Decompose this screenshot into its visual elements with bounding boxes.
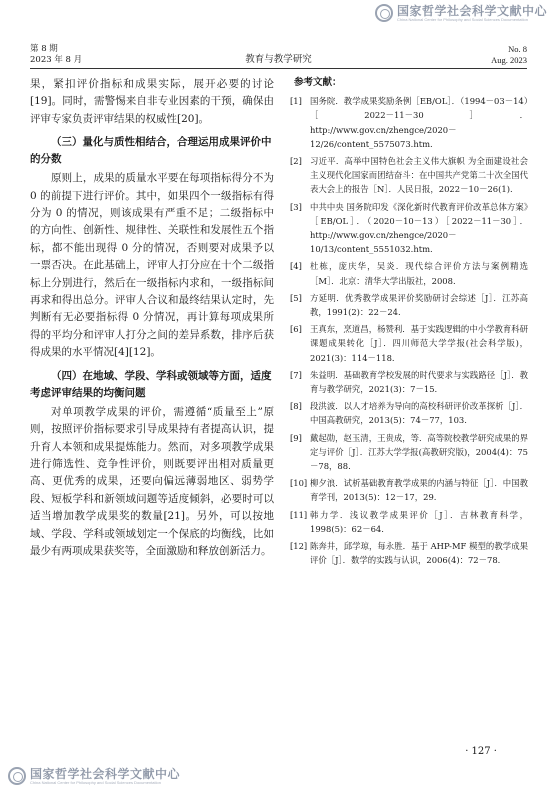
watermark-subtitle: China National Center for Philosophy and Social Sciences Documentation — [30, 779, 161, 785]
reference-number: [1] — [290, 96, 302, 107]
reference-number: [2] — [290, 156, 302, 167]
reference-item — [290, 476, 528, 504]
watermark-title: 国家哲学社会科学文献中心 — [30, 766, 181, 781]
reference-text: 王真东，烹道昌，杨赞利．基于实践逻辑的中小学教育科研课题成果转化［J］．四川师范大学学报(社会科学版)，2021(3)：114－118. — [310, 324, 528, 363]
reference-text: 杜栋，庞庆华，吴炎．现代综合评价方法与案例精选［M］．北京：清华大学出版社，2008. — [310, 261, 528, 286]
reference-text: 陈奔井，邱学琼，每永胜．基于 AHP-MF 模型的教学成果评价［J］．数学的实践与认识，2006(4)：72－78. — [310, 541, 528, 566]
watermark-title: 国家哲学社会科学文献中心 — [396, 3, 547, 18]
reference-item — [290, 322, 528, 365]
paragraph: 果，紧扣评价指标和成果实际，展开必要的讨论[19]。同时，需警惕来自非专业因素的干预，确保由评审专家负责评审结果的权威性[20]。 — [30, 78, 274, 125]
reference-text: 段洪波．以人才培养为导向的高校科研评价改革探析［J］．中国高教研究，2013(5)：74－77，103. — [310, 401, 528, 426]
ncpssd-logo-icon — [8, 767, 26, 785]
reference-item — [290, 539, 528, 567]
reference-text: 韩力学．浅议教学成果评价［J］．吉林教育科学，1998(5)：62－64. — [310, 509, 528, 534]
date-en: Aug. 2023 — [491, 55, 527, 65]
references-title: 参考文献： — [294, 77, 342, 88]
reference-item — [290, 94, 528, 151]
reference-number: [10] — [290, 478, 308, 489]
reference-text: 中共中央 国务院印发《深化新时代教育评价改革总体方案》［EB/OL］．（2020－10－13）［2022－11－30］．http://www.gov.cn/zhengce/2020－10/13/content_5551032.htm. — [310, 201, 528, 255]
issue-cn: 第 8 期 — [30, 44, 58, 54]
reference-text: 国务院．教学成果奖励条例［EB/OL］．（1994－03－14）［2022－11－30］．http://www.gov.cn/zhengce/2020－12/26/content_5575073.htm. — [310, 96, 528, 149]
reference-text: 戴起勋，赵玉清，王贵成，等．高等院校教学研究成果的界定与评价［J］．江苏大学学报(高教研究版)，2004(4)：75－78，88. — [310, 432, 528, 472]
reference-number: [7] — [290, 369, 302, 380]
reference-number: [11] — [290, 509, 308, 520]
reference-number: [9] — [290, 432, 302, 443]
section-heading: （三）量化与质性相结合，合理运用成果评价中的分数 — [30, 136, 272, 166]
ncpssd-logo-icon — [375, 4, 393, 22]
journal-title: 教育与教学研究 — [245, 54, 312, 65]
issue-en: No. 8 — [508, 44, 527, 54]
watermark-footer — [8, 767, 180, 785]
running-header — [30, 44, 527, 69]
reference-number: [8] — [290, 401, 302, 412]
section-heading: （四）在地域、学段、学科或领域等方面，适度考虑评审结果的均衡问题 — [30, 369, 272, 399]
reference-number: [6] — [290, 324, 302, 335]
paragraph: 原则上，成果的质量水平要在每项指标得分不为 0 的前提下进行评价。其中，如果四个一级指标有得分为 0 的情况，则该成果有严重不足；二级指标中的方向性、创新性、规律性、关联性和发展性五个指标，都不能出现得 0 分的情况，否则要对成果予以一票否决。在此基础上，评审人打分应在十个二级指标上分别进行，然后在一级指标内求和，一级指标间再求和得出总分。评审人合议和最终结果认定时，先判断有无必要指标得 0 分情况，再计算每项成果所得的平均分和评审人打分之间的差异系数，排序后获得成果的水平情况[4][12]。 — [30, 172, 274, 359]
reference-item — [290, 508, 528, 536]
reference-number: [3] — [290, 201, 302, 212]
reference-text: 柳夕浪．试析基础教育教学成果的内涵与特征［J］．中国教育学刊，2013(5)：12－17，29. — [310, 478, 528, 503]
reference-item — [290, 399, 528, 427]
watermark-header — [375, 4, 547, 22]
reference-number: [4] — [290, 261, 302, 272]
reference-text: 朱益明．基础教育学校发展的时代要求与实践路径［J］．教育与教学研究，2021(3)：7－15. — [310, 369, 528, 395]
page-number: · 127 · — [465, 746, 497, 757]
reference-item — [290, 259, 528, 287]
reference-item — [290, 154, 528, 197]
reference-item — [290, 368, 528, 396]
reference-item — [290, 200, 528, 257]
body-column-left — [30, 76, 274, 560]
date-cn: 2023 年 8 月 — [30, 55, 83, 65]
reference-list — [290, 94, 528, 567]
watermark-subtitle: China National Center for Philosophy and Social Sciences Documentation — [396, 16, 528, 22]
reference-number: [12] — [290, 541, 308, 552]
paragraph: 对单项教学成果的评价，需遵循“质量至上”原则，按照评价指标要求引导成果持有者提高认识，提升育人本领和成果提炼能力。然而，对多项教学成果进行筛选性、竞争性评价，则既要评出相对质量更高、更优秀的成果，还要向偏远薄弱地区、弱势学段、短板学科和新领域问题等适度倾斜，必要时可以适当增加教学成果奖的数量[21]。另外，可以按地域、学段、学科或领域划定一个保底的均衡线，比如最少有两项成果获奖等，全面激励和释放创新活力。 — [30, 405, 274, 557]
reference-number: [5] — [290, 292, 302, 303]
reference-text: 习近平．高举中国特色社会主义伟大旗帜 为全面建设社会主义现代化国家而团结奋斗：在中国共产党第二十次全国代表大会上的报告［N］．人民日报，2022－10－26(1). — [310, 156, 528, 195]
references-column — [290, 76, 528, 571]
reference-item — [290, 291, 528, 319]
header-right — [491, 44, 527, 66]
reference-text: 方延明．优秀教学成果评价奖励研讨会综述［J］．江苏高教，1991(2)：22－24. — [310, 292, 528, 318]
reference-item — [290, 431, 528, 474]
